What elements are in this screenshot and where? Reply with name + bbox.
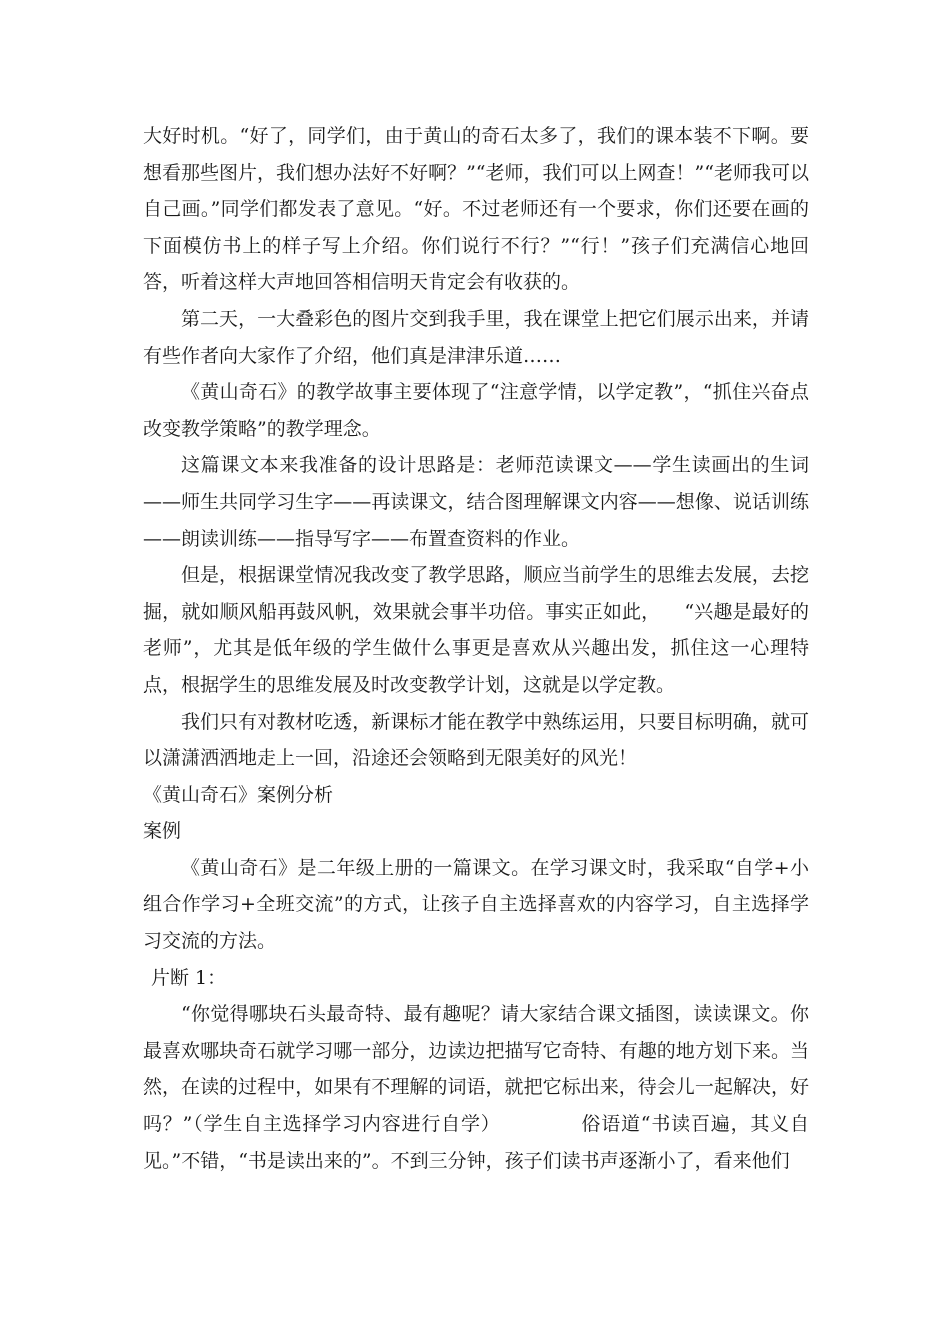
paragraph-design-plan [143,447,809,557]
paragraph-text: 但是，根据课堂情况我改变了教学思路，顺应当前学生的思维去发展，去挖掘，就如顺风船再鼓风帆，效果就会事半功倍。事实正如此， [143,564,809,623]
paragraph-text: 俗语道“书读百遍，其义自见。”不错，“书是读出来的”。不到三分钟，孩子们读书声逐渐小了，看来他们 [143,1113,809,1172]
paragraph-dialogue [143,118,809,301]
heading-text: 案例 [143,820,182,843]
section-title [143,777,809,814]
paragraph-change-plan [143,557,809,703]
fragment-label [143,960,809,997]
heading-text: 《黄山奇石》案例分析 [143,783,334,806]
section-subtitle [143,813,809,850]
paragraph-conclusion [143,704,809,777]
paragraph-case-intro [143,850,809,960]
paragraph-fragment-content [143,996,809,1179]
paragraph-text: 《黄山奇石》是二年级上册的一篇课文。在学习课文时，我采取“自学+小组合作学习+全班交流”的方式，让孩子自主选择喜欢的内容学习，自主选择学习交流的方法。 [143,856,809,953]
paragraph-text: 这篇课文本来我准备的设计思路是：老师范读课文——学生读画出的生词——师生共同学习生字——再读课文，结合图理解课文内容——想像、说话训练——朗读训练——指导写字——布置查资料的作业。 [143,454,809,550]
paragraph-teaching-story [143,374,809,447]
paragraph-text: “你觉得哪块石头最奇特、最有趣呢？请大家结合课文插图，读读课文。你最喜欢哪块奇石就学习哪一部分，边读边把描写它奇特、有趣的地方划下来。当然，在读的过程中，如果有不理解的词语，就把它标出来，待会儿一起解决，好吗？”（学生自主选择学习内容进行自学） [143,1003,809,1136]
paragraph-text: 第二天，一大叠彩色的图片交到我手里，我在课堂上把它们展示出来，并请有些作者向大家作了介绍，他们真是津津乐道…… [143,307,809,367]
paragraph-text: 大好时机。“好了，同学们，由于黄山的奇石太多了，我们的课本装不下啊。要想看那些图片，我们想办法好不好啊？”“老师，我们可以上网查！”“老师我可以自己画。”同学们都发表了意见。“好。不过老师还有一个要求，你们还要在画的下面模仿书上的样子写上介绍。你们说行不行？”“行！”孩子们充满信心地回答，听着这样大声地回答相信明天肯定会有收获的。 [143,125,809,294]
paragraph-text: “兴趣是最好的老师”，尤其是低年级的学生做什么事更是喜欢从兴趣出发，抓住这一心理特点，根据学生的思维发展及时改变教学计划，这就是以学定教。 [143,600,809,696]
document-page [143,118,809,1179]
paragraph-text: 我们只有对教材吃透，新课标才能在教学中熟练运用，只要目标明确，就可以潇潇洒洒地走上一回，沿途还会领略到无限美好的风光！ [143,710,809,770]
fragment-text: 片断 1： [151,966,227,989]
paragraph-text: 《黄山奇石》的教学故事主要体现了“注意学情，以学定教”，“抓住兴奋点改变教学策略”的教学理念。 [143,381,809,440]
paragraph-next-day [143,301,809,374]
